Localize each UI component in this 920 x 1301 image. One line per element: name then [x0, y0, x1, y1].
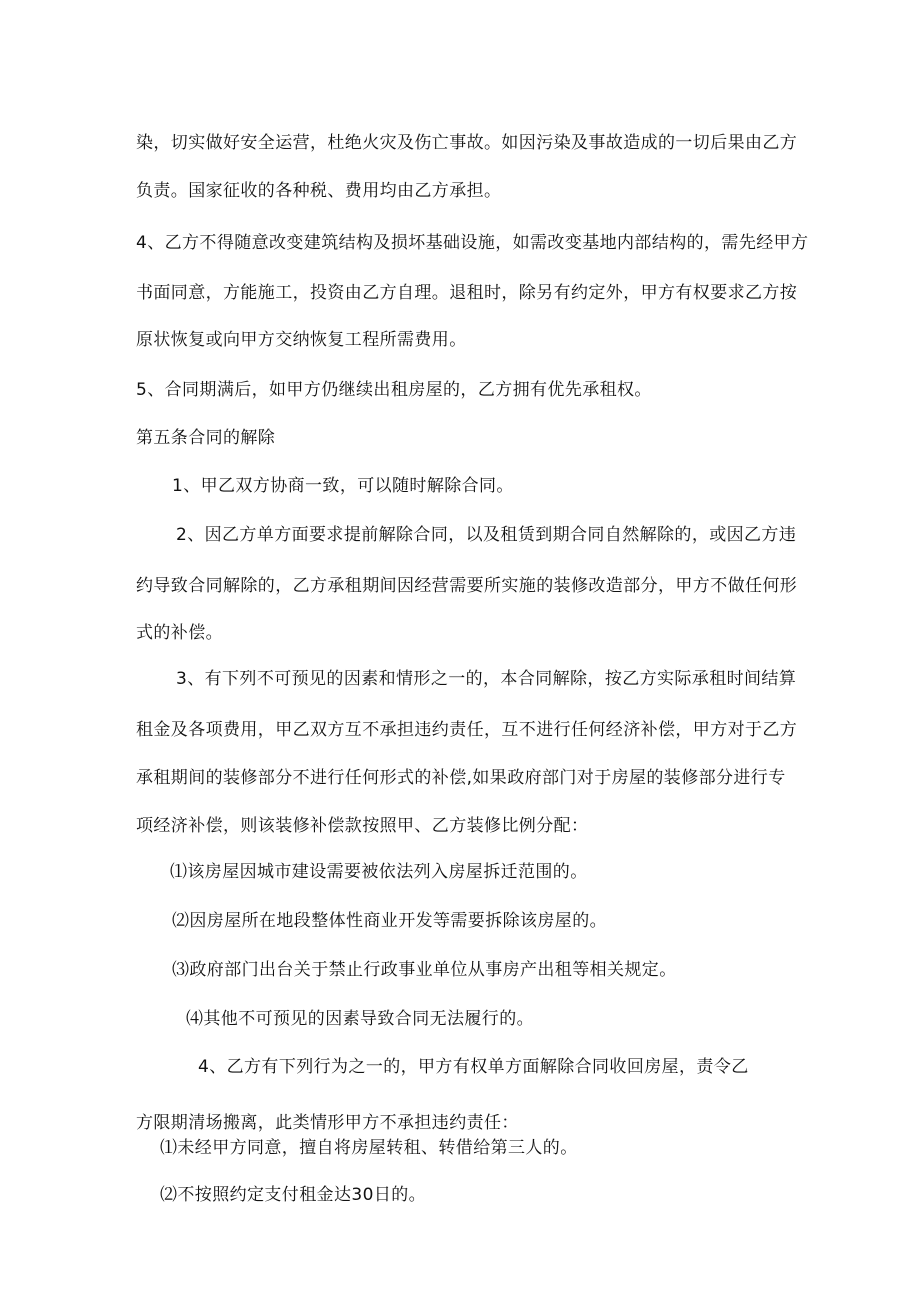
text-line: 式的补偿。 — [136, 623, 223, 643]
text-line: 租金及各项费用，甲乙双方互不承担违约责任，互不进行任何经济补偿，甲方对于乙方 — [136, 720, 798, 740]
list-item: ⑴未经甲方同意，擅自将房屋转租、转借给第三人的。 — [160, 1138, 578, 1158]
text-line: 4、乙方不得随意改变建筑结构及损坏基础设施，如需改变基地内部结构的，需先经甲方 — [136, 233, 809, 253]
text-line: 承租期间的装修部分不进行任何形式的补偿,如果政府部门对于房屋的装修部分进行专 — [136, 768, 786, 788]
text-line: 项经济补偿，则该装修补偿款按照甲、乙方装修比例分配： — [136, 816, 589, 836]
text-line: 书面同意，方能施工，投资由乙方自理。退租时，除另有约定外，甲方有权要求乙方按 — [136, 283, 798, 303]
text-line: 负责。国家征收的各种税、费用均由乙方承担。 — [136, 181, 502, 201]
list-item: ⑵不按照约定支付租金达30日的。 — [160, 1185, 427, 1205]
text-line: 原状恢复或向甲方交纳恢复工程所需费用。 — [136, 330, 467, 350]
text-line: 5、合同期满后，如甲方仍继续出租房屋的，乙方拥有优先承租权。 — [136, 380, 652, 400]
list-item: ⑶政府部门出台关于禁止行政事业单位从事房产出租等相关规定。 — [172, 960, 677, 980]
list-item: ⑷其他不可预见的因素导致合同无法履行的。 — [186, 1009, 534, 1029]
text-line: 2、因乙方单方面要求提前解除合同，以及租赁到期合同自然解除的，或因乙方违 — [176, 525, 797, 545]
text-line: 约导致合同解除的，乙方承租期间因经营需要所实施的装修改造部分，甲方不做任何形 — [136, 576, 798, 596]
list-item: ⑴该房屋因城市建设需要被依法列入房屋拆迁范围的。 — [170, 862, 588, 882]
section-heading: 第五条合同的解除 — [136, 428, 276, 448]
text-line: 4、乙方有下列行为之一的，甲方有权单方面解除合同收回房屋，责令乙 — [198, 1057, 749, 1077]
list-item: ⑵因房屋所在地段整体性商业开发等需要拆除该房屋的。 — [172, 911, 607, 931]
text-line: 染，切实做好安全运营，杜绝火灾及伤亡事故。如因污染及事故造成的一切后果由乙方 — [136, 133, 798, 153]
text-line: 1、甲乙双方协商一致，可以随时解除合同。 — [172, 476, 514, 496]
text-line: 3、有下列不可预见的因素和情形之一的，本合同解除，按乙方实际承租时间结算 — [176, 669, 797, 689]
text-line: 方限期清场搬离，此类情形甲方不承担违约责任： — [136, 1113, 519, 1133]
